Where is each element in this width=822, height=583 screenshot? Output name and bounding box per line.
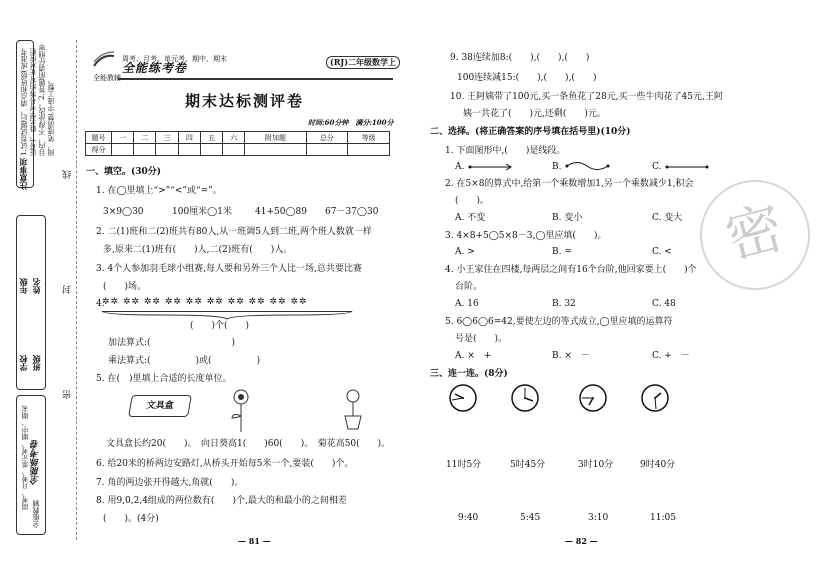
score-cell: 题号 (86, 132, 112, 144)
score-cell: 总分 (306, 132, 348, 144)
secret-stamp: 密 (688, 168, 822, 303)
publisher-name: 全能教辅 (93, 74, 121, 82)
choice-4-option-b: B. 32 (552, 299, 576, 309)
score-cell: 等级 (348, 132, 390, 144)
score-cell[interactable] (245, 144, 306, 156)
digital-time: 3:10 (588, 513, 609, 523)
seal-line-label: 封 (63, 285, 73, 294)
choice-4-line2: 台阶。 (455, 282, 483, 292)
clock-icon (510, 383, 540, 413)
choice-3-option-b: B. = (552, 247, 572, 257)
score-table (85, 131, 390, 156)
score-cell: 五 (200, 132, 222, 144)
choice-3-option-c: C. < (652, 247, 672, 257)
question-4: 4. (96, 299, 105, 309)
class-label: 班级 (31, 355, 41, 371)
score-cell: 附加题 (245, 132, 306, 144)
grade-label: 年级 (18, 278, 28, 294)
header-brand: 全能练考卷 (122, 61, 188, 75)
choice-3-option-a: A. > (455, 247, 475, 257)
digital-time: 11:05 (650, 513, 676, 523)
grade-badge: (RJ)二年级数学上 (326, 56, 400, 69)
school-label: 学校 (18, 355, 28, 371)
multiplication-answer: 乘法算式:( )或( ) (108, 356, 261, 366)
strip-series: 周考、月考、单元考、期中、期末 (21, 405, 29, 510)
score-cell[interactable] (200, 144, 222, 156)
choice-2-line1: 2. 在5×8的算式中,给第一个乘数增加1,另一个乘数减少1,积会 (445, 179, 694, 189)
time-label: 11时5分 (446, 460, 482, 470)
choice-5-line1: 5. 6◯6◯6=42,要使左边的等式成立,◯里应填的运算符 (445, 317, 673, 327)
score-cell[interactable] (223, 144, 245, 156)
question-10-line1: 10. 王阿姨带了100元,买一条鱼花了28元,买一些牛肉花了45元,王阿 (450, 92, 723, 102)
section-choice-title: 二、选择。(将正确答案的序号填在括号里)(10分) (430, 127, 631, 137)
page-title: 期末达标测评卷 (185, 92, 305, 110)
section-match-title: 三、连一连。(8分) (430, 369, 508, 379)
choice-2-line2: ( )。 (455, 196, 490, 206)
right-page (400, 0, 800, 583)
strip-brand: 全能练考卷 (31, 440, 41, 485)
choice-4-option-a: A. 16 (455, 299, 479, 309)
pencil-box-image: 文具盒 (128, 395, 192, 417)
time-label: 9时40分 (640, 460, 676, 470)
question-2-line2: 多,原来二(1)班有( )人,二(2)班有( )人。 (103, 245, 293, 255)
choice-1-option-c: C. (652, 162, 662, 172)
brace-icon (102, 311, 352, 319)
exam-meta: 时间:60分钟 满分:100分 (308, 118, 394, 127)
score-cell[interactable] (348, 144, 390, 156)
score-cell: 得分 (86, 144, 112, 156)
length-units-answer: 文具盒长约20( )。 向日葵高1( )60( )。 菊花高50( )。 (106, 439, 391, 449)
choice-5-option-b: B. × － (552, 351, 590, 361)
time-label: 5时45分 (510, 460, 546, 470)
question-8-line2: ( )。(4分) (103, 514, 159, 524)
score-cell[interactable] (134, 144, 156, 156)
question-10-line2: 姨一共花了( )元,还剩( )元。 (463, 109, 606, 119)
digital-time: 9:40 (458, 513, 479, 523)
addition-answer: 加法算式:( ) (108, 338, 236, 348)
score-cell: 六 (223, 132, 245, 144)
digital-time: 5:45 (520, 513, 541, 523)
choice-1-option-a: A. (455, 162, 465, 172)
page-number-right: — 82 — (565, 536, 598, 546)
score-cell: 一 (112, 132, 134, 144)
score-cell: 二 (134, 132, 156, 144)
plants-row: ✲✲ ✲✲ ✲✲ ✲✲ ✲✲ ✲✲ ✲✲ ✲✲ ✲✲ ✲✲ (102, 297, 308, 307)
binding-strip (18, 40, 80, 540)
choice-4-line1: 4. 小王家住在四楼,每两层之间有16个台阶,他回家要上( )个 (445, 265, 697, 275)
clock-icon (448, 383, 478, 413)
score-cell[interactable] (178, 144, 200, 156)
cut-line-label: 线 (63, 170, 73, 179)
section-fill-title: 一、填空。(30分) (86, 167, 162, 177)
curve-icon (565, 161, 610, 171)
compare-b: 100厘米◯1米 (172, 207, 232, 217)
question-9-line1: 9. 38连续加8:( ),( ),( ) (450, 53, 590, 63)
choice-2-option-c: C. 变大 (652, 213, 683, 223)
clock-icon (578, 383, 608, 413)
sunflower-icon (230, 388, 252, 432)
score-cell: 三 (156, 132, 178, 144)
choice-1-option-b: B. (552, 162, 562, 172)
page-number-left: — 81 — (238, 536, 271, 546)
question-5: 5. 在( )里填上合适的长度单位。 (96, 374, 232, 384)
notice-title: 注意事项 (18, 158, 28, 190)
choice-1: 1. 下面图形中,( )是线段。 (445, 146, 566, 156)
choice-3: 3. 4×8+5◯5×8－3,◯里应填( )。 (445, 231, 607, 241)
choice-4-option-c: C. 48 (652, 299, 676, 309)
score-cell: 四 (178, 132, 200, 144)
question-2-line1: 2. 二(1)班和二(2)班共有80人,从一班调5人到二班,两个班人数就一样 (96, 227, 372, 237)
compare-a: 3×9◯30 (103, 207, 144, 217)
notice-text: 1.试卷试题后，请点和班级(或准考证号)、姓名学考号等均写在对应栏目内，不得涂改。2.答题前请仔细审阅、笔迹清楚,字迹工整。 (20, 44, 55, 156)
header-series: 周考、月考、单元考、期中、期末 (122, 55, 227, 63)
brand-logo-icon (92, 52, 116, 68)
time-label: 3时10分 (578, 460, 614, 470)
question-8-line1: 8. 用9,0,2,4组成的两位数有( )个,最大的和最小的之间相差 (96, 496, 347, 506)
score-value-row (86, 144, 390, 156)
question-3-line1: 3. 4个人参加羽毛球小组赛,每人要和另外三个人比一场,总共要比赛 (96, 264, 362, 274)
chrysanthemum-pot-icon (340, 388, 366, 430)
question-6: 6. 给20米的桥两边安路灯,从桥头开始每5米一个,要装( )个。 (96, 459, 354, 469)
choice-5-line2: 号是( )。 (455, 334, 508, 344)
question-1: 1. 在◯里填上“>”“<”或“=”。 (96, 186, 222, 196)
left-page (0, 0, 400, 583)
secret-line-label: 密 (63, 390, 73, 399)
ray-icon (468, 163, 512, 171)
score-cell[interactable] (156, 144, 178, 156)
strip-publisher: 全能教辅 (32, 500, 40, 528)
choice-2-option-a: A. 不变 (455, 213, 486, 223)
choice-5-option-c: C. + － (652, 351, 690, 361)
score-cell[interactable] (112, 144, 134, 156)
brace-answer: ( )个( ) (190, 321, 250, 331)
header-rule (118, 78, 393, 80)
compare-d: 67－37◯30 (325, 207, 379, 217)
choice-2-option-b: B. 变小 (552, 213, 583, 223)
question-7: 7. 角的两边张开得越大,角就( )。 (96, 478, 244, 488)
clock-icon (640, 383, 670, 413)
score-cell[interactable] (306, 144, 348, 156)
name-label: 姓名 (31, 278, 41, 294)
score-header-row (86, 132, 390, 144)
choice-5-option-a: A. × + (455, 351, 492, 361)
question-9-line2: 100连续减15:( ),( ),( ) (457, 73, 597, 83)
question-3-line2: ( )场。 (103, 282, 147, 292)
compare-c: 41+50◯89 (255, 207, 307, 217)
segment-icon (665, 163, 709, 171)
